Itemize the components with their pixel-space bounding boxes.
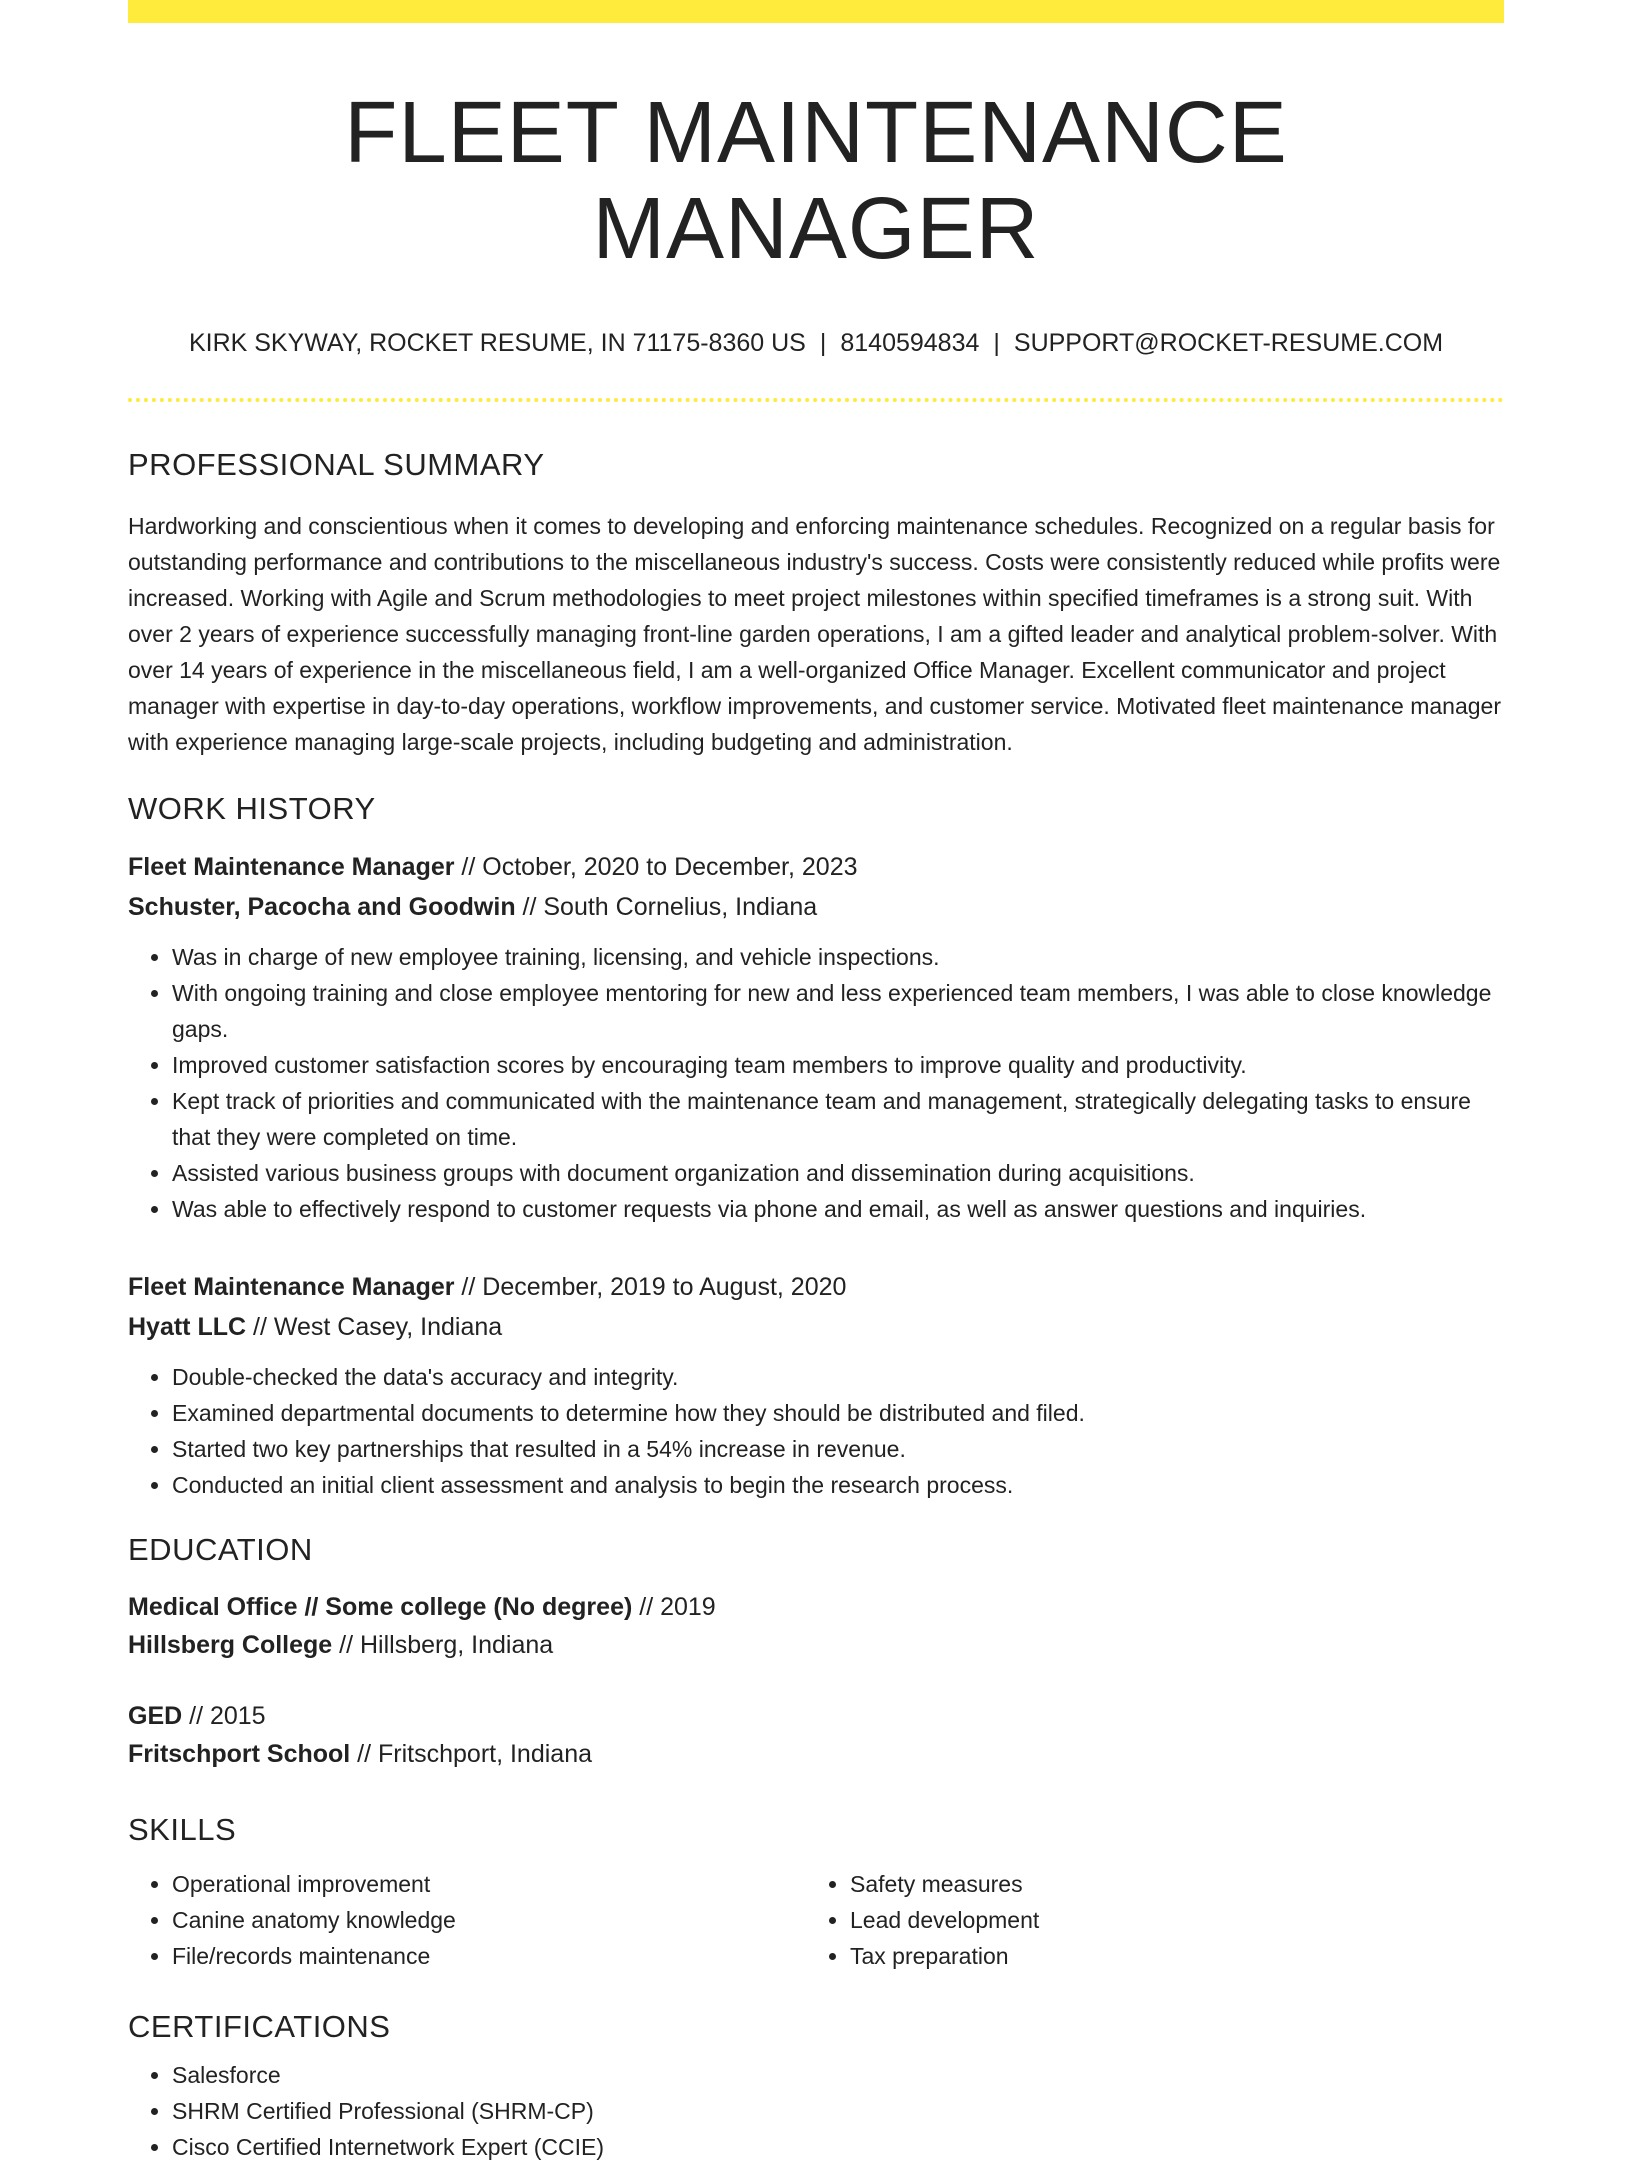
- job-company: Hyatt LLC: [128, 1312, 247, 1341]
- contact-line: [128, 328, 1504, 358]
- education-heading: EDUCATION: [128, 1531, 313, 1567]
- job-bullet: • Assisted various business groups with document organization and dissemination during acquisitions.: [172, 1155, 1504, 1191]
- education-school: Fritschport School: [128, 1739, 351, 1768]
- job-location: // West Casey, Indiana: [246, 1312, 503, 1341]
- summary-text: Hardworking and conscientious when it comes to developing and enforcing maintenance schedules. Recognized on a regular basis for outstanding performance and contributions to the miscellaneous industry's success. Costs were consistently reduced while profits were increased. Working with Agile and Scrum methodologies to meet project milestones within specified timeframes is a strong suit. With over 2 years of experience successfully managing front-line garden operations, I am a gifted leader and analytical problem-solver. With over 14 years of experience in the miscellaneous field, I am a well-organized Office Manager. Excellent communicator and project manager with expertise in day-to-day operations, workflow improvements, and customer service. Motivated fleet maintenance manager with experience managing large-scale projects, including budgeting and administration.: [128, 512, 1501, 755]
- job-bullet: • Kept track of priorities and communicated with the maintenance team and management, strategically delegating tasks to ensure that they were completed on time.: [172, 1083, 1504, 1155]
- job-bullets: [128, 1359, 1504, 1503]
- certification-item: • Cisco Certified Internetwork Expert (CCIE): [172, 2129, 1504, 2165]
- education-school: Hillsberg College: [128, 1630, 333, 1659]
- education-year: // 2015: [182, 1701, 266, 1730]
- education-year: // 2019: [632, 1592, 716, 1621]
- skills-left-column: [128, 1866, 806, 1974]
- job-title: Fleet Maintenance Manager: [128, 1272, 455, 1301]
- job-bullet: • Was able to effectively respond to customer requests via phone and email, as well as answer questions and inquiries.: [172, 1191, 1504, 1227]
- certifications-heading: CERTIFICATIONS: [128, 2009, 391, 2045]
- job-title-line: [128, 1267, 1504, 1307]
- skill-item: • Lead development: [850, 1902, 1484, 1938]
- job-bullet: • Started two key partnerships that resulted in a 54% increase in revenue.: [172, 1431, 1504, 1467]
- contact-separator: |: [819, 329, 827, 358]
- job-bullet: • With ongoing training and close employee mentoring for new and less experienced team members, I was able to close knowledge gaps.: [172, 975, 1504, 1047]
- summary-heading: PROFESSIONAL SUMMARY: [128, 447, 545, 483]
- education-location: // Hillsberg, Indiana: [332, 1630, 554, 1659]
- contact-address: KIRK SKYWAY, ROCKET RESUME, IN 71175-8360 US: [188, 329, 806, 358]
- certification-item: • SHRM Certified Professional (SHRM-CP): [172, 2093, 1504, 2129]
- skill-item: • Canine anatomy knowledge: [172, 1902, 806, 1938]
- education-school-line: [128, 1735, 1504, 1773]
- certifications-list: [128, 2057, 1504, 2165]
- skill-item: • Tax preparation: [850, 1938, 1484, 1974]
- education-location: // Fritschport, Indiana: [350, 1739, 593, 1768]
- resume-page: [128, 0, 1504, 2165]
- skills-heading: SKILLS: [128, 1811, 237, 1847]
- education-school-line: [128, 1626, 1504, 1664]
- job-bullet: • Conducted an initial client assessment and analysis to begin the research process.: [172, 1467, 1504, 1503]
- education-degree: GED: [128, 1701, 183, 1730]
- skills-right-column: [806, 1866, 1484, 1974]
- education-entry: [128, 1588, 1504, 1664]
- job-bullet: • Examined departmental documents to determine how they should be distributed and filed.: [172, 1395, 1504, 1431]
- accent-top-bar: [128, 0, 1504, 23]
- job-title-line: [128, 847, 1504, 887]
- education-degree-line: [128, 1697, 1504, 1735]
- job-entry: [128, 847, 1504, 1227]
- job-bullet: • Double-checked the data's accuracy and integrity.: [172, 1359, 1504, 1395]
- dotted-divider: [128, 398, 1504, 402]
- education-degree: Medical Office // Some college (No degree): [128, 1592, 633, 1621]
- education-entry: [128, 1697, 1504, 1773]
- job-dates: // December, 2019 to August, 2020: [454, 1272, 847, 1301]
- contact-separator: |: [993, 329, 1000, 358]
- job-company-line: [128, 887, 1504, 927]
- job-title: Fleet Maintenance Manager: [128, 852, 455, 881]
- job-company-line: [128, 1307, 1504, 1347]
- skill-item: • File/records maintenance: [172, 1938, 806, 1974]
- contact-phone: 8140594834: [840, 329, 980, 358]
- job-entry: [128, 1267, 1504, 1503]
- job-dates: // October, 2020 to December, 2023: [454, 852, 858, 881]
- certification-item: • Salesforce: [172, 2057, 1504, 2093]
- skill-item: • Operational improvement: [172, 1866, 806, 1902]
- job-bullet: • Was in charge of new employee training, licensing, and vehicle inspections.: [172, 939, 1504, 975]
- work-history-heading: WORK HISTORY: [128, 790, 376, 826]
- job-company: Schuster, Pacocha and Goodwin: [128, 892, 516, 921]
- education-degree-line: [128, 1588, 1504, 1626]
- job-bullets: [128, 939, 1504, 1227]
- job-bullet: • Improved customer satisfaction scores by encouraging team members to improve quality and productivity.: [172, 1047, 1504, 1083]
- skill-item: • Safety measures: [850, 1866, 1484, 1902]
- job-location: // South Cornelius, Indiana: [515, 892, 818, 921]
- page-title: FLEET MAINTENANCE MANAGER: [344, 84, 1288, 277]
- contact-email: SUPPORT@ROCKET-RESUME.COM: [1013, 329, 1444, 358]
- skills-grid: [128, 1866, 1504, 1974]
